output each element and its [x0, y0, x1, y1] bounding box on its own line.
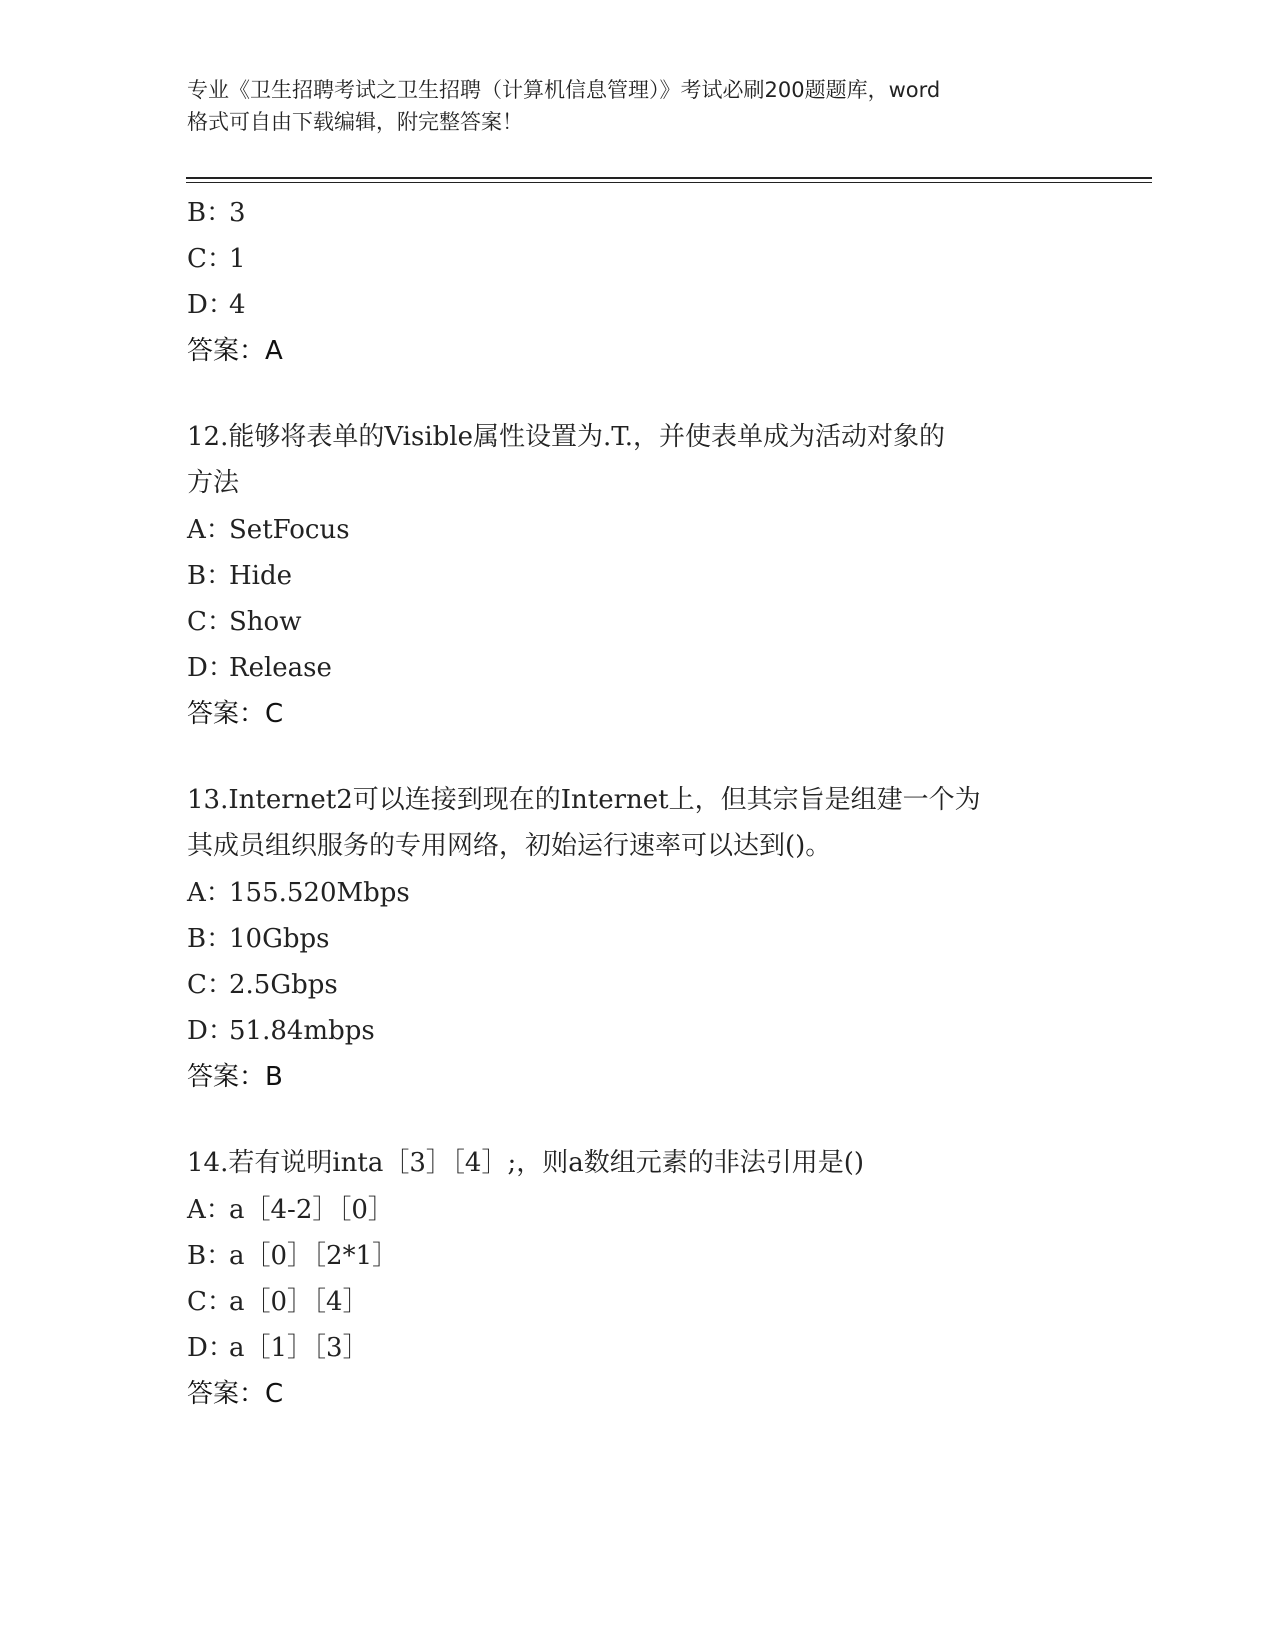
option-b: B：10Gbps	[187, 924, 330, 954]
option-c: C：Show	[187, 607, 302, 637]
option-b: B：a［0］［2*1］	[187, 1241, 399, 1271]
answer: 答案：C	[187, 1379, 284, 1409]
question-list	[187, 190, 1087, 1417]
option-a: A：SetFocus	[187, 515, 350, 545]
question-11-tail	[187, 190, 1087, 374]
answer: 答案：A	[187, 336, 283, 366]
option-b: B：Hide	[187, 561, 293, 591]
question-text-line: 方法	[187, 468, 240, 498]
option-c: C：2.5Gbps	[187, 970, 338, 1000]
question-text-line: 14.若有说明inta［3］［4］;，则a数组元素的非法引用是()	[187, 1148, 864, 1178]
answer: 答案：B	[187, 1062, 283, 1092]
option-a: A：a［4-2］［0］	[187, 1195, 394, 1225]
question-14	[187, 1141, 1087, 1417]
question-text-line: 其成员组织服务的专用网络，初始运行速率可以达到()。	[187, 831, 832, 861]
option-d: D：51.84mbps	[187, 1016, 375, 1046]
question-text-line: 13.Internet2可以连接到现在的Internet上，但其宗旨是组建一个为	[187, 785, 981, 815]
option-c: C：1	[187, 244, 246, 274]
header-line-2: 格式可自由下载编辑，附完整答案！	[187, 110, 523, 134]
question-12	[187, 415, 1087, 737]
option-b: B：3	[187, 198, 246, 228]
option-d: D：4	[187, 290, 246, 320]
question-text-line: 12.能够将表单的Visible属性设置为.T.，并使表单成为活动对象的	[187, 422, 946, 452]
document-header	[187, 74, 1087, 138]
option-d: D：a［1］［3］	[187, 1333, 369, 1363]
header-divider-bottom	[186, 182, 1152, 183]
header-line-1: 专业《卫生招聘考试之卫生招聘（计算机信息管理）》考试必刷200题题库，word	[187, 78, 941, 102]
header-divider-top	[186, 177, 1152, 179]
answer: 答案：C	[187, 699, 284, 729]
option-a: A：155.520Mbps	[187, 878, 410, 908]
option-d: D：Release	[187, 653, 332, 683]
question-13	[187, 778, 1087, 1100]
option-c: C：a［0］［4］	[187, 1287, 369, 1317]
